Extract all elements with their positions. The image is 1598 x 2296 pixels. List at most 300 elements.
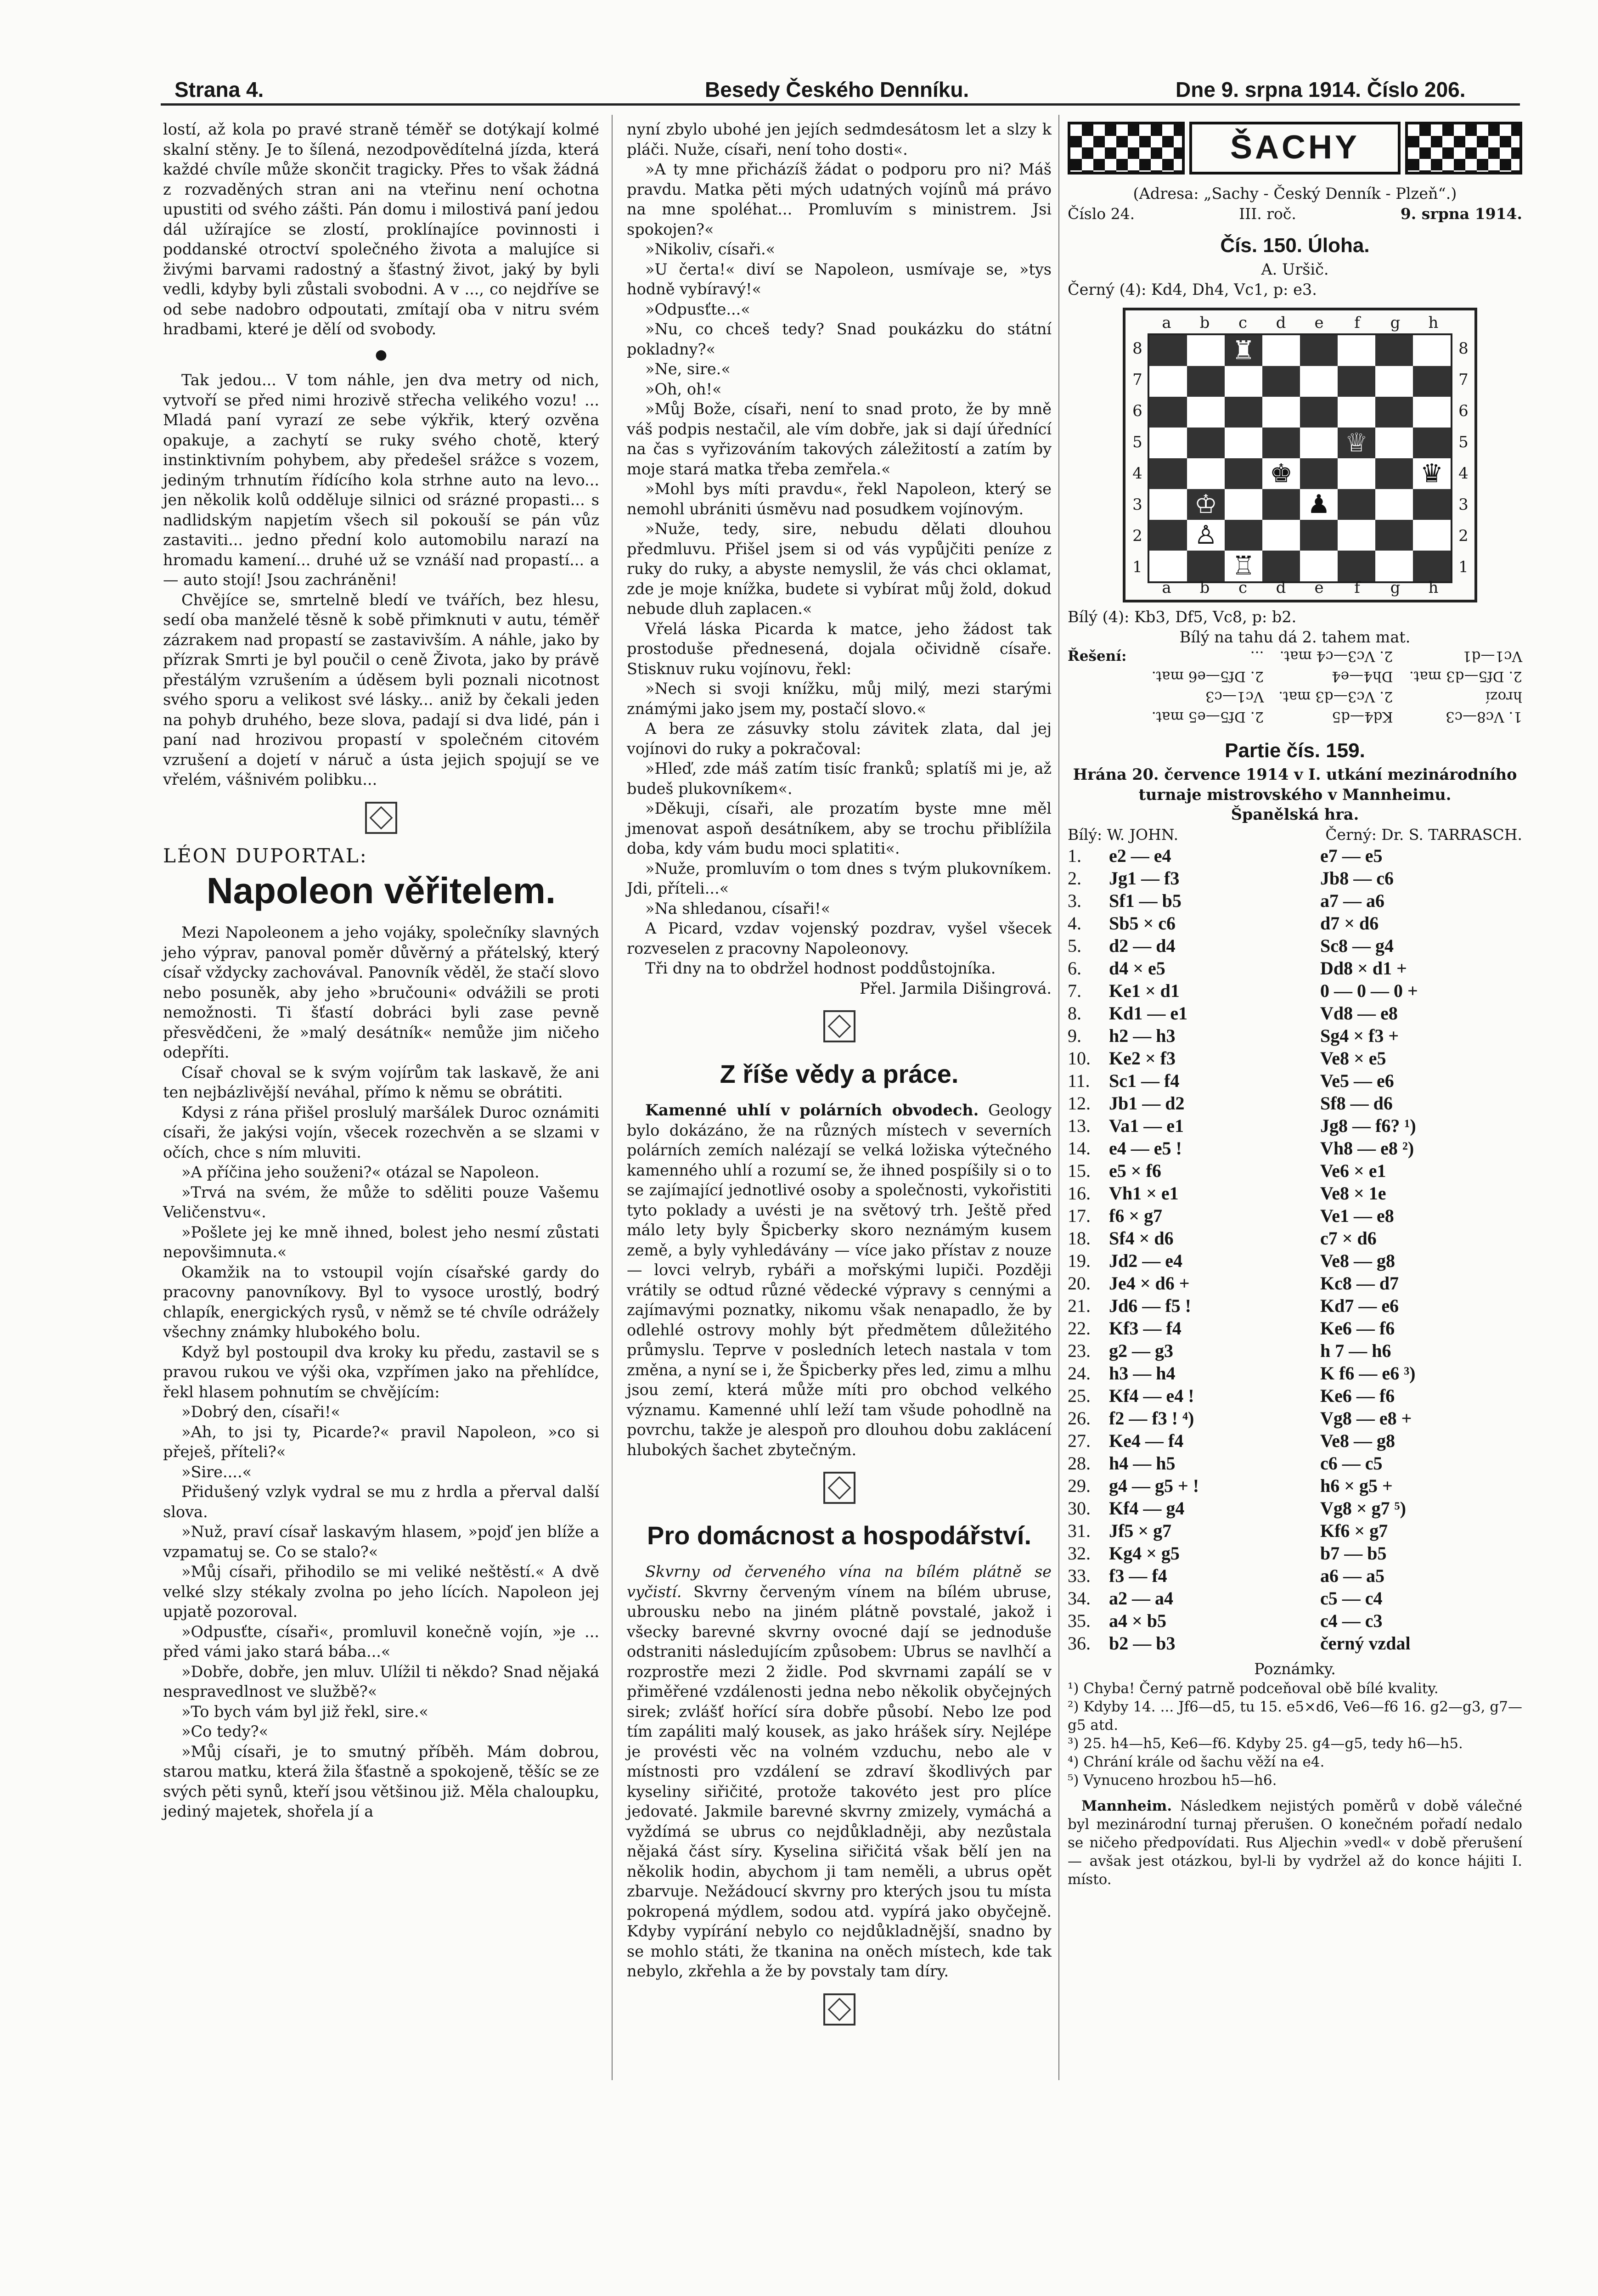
black-move: Sg4 × f3 +	[1320, 1025, 1399, 1046]
solution-move: ...	[1250, 648, 1264, 664]
board-square-a7	[1149, 366, 1187, 397]
chess-number: Číslo 24.	[1068, 204, 1135, 223]
issue-date: Dne 9. srpna 1914. Číslo 206.	[1176, 78, 1466, 101]
black-move: c4 — c3	[1320, 1610, 1383, 1631]
board-square-a1	[1149, 551, 1187, 581]
rank-label: 8	[1132, 339, 1142, 358]
white-move: h3 — h4	[1109, 1363, 1176, 1384]
article-paragraph: »Hleď, zde máš zatím tisíc franků; splatíš mi je, až budeš plukovníkem«.	[627, 760, 1052, 798]
white-move: Ke4 — f4	[1109, 1430, 1184, 1451]
article-paragraph: »Můj Bože, císaři, není to snad proto, že by mně váš podpis nestačil, ale vím dobře, jak si dají úřednící na čas s vyřizováním takových záležitostí a zatím by moje stará matka třeba zemřela.«	[627, 400, 1052, 478]
board-square-g8	[1375, 335, 1413, 366]
board-square-f2	[1338, 520, 1375, 551]
white-move: d4 × e5	[1109, 958, 1165, 979]
translator: Přel. Jarmila Dišingrová.	[860, 979, 1052, 997]
move-number: 1.	[1068, 845, 1081, 866]
rank-label: 1	[1132, 558, 1142, 577]
board-square-d8	[1262, 335, 1300, 366]
white-move: f2 — f3 ! ⁴)	[1109, 1408, 1194, 1429]
white-move: Kg4 × g5	[1109, 1543, 1180, 1564]
article-paragraph: Když byl postoupil dva kroky ku předu, zastavil se s pravou rukou ve výši oka, vzpřímen jako na přehlídce, řekl hlasem pohnutím se chvějícím:	[163, 1343, 599, 1401]
black-move: Vd8 — e8	[1320, 1003, 1398, 1024]
article-paragraph: Okamžik na to vstoupil vojín císařské gardy do pracovny panovníkovy. Byl to vysoce urostlý, bodrý chlapík, energických rysů, v němž se té chvíle odrážely všechny známky hlubokého bolu.	[163, 1263, 599, 1341]
article-paragraph: »Odpusťte, císaři«, promluvil konečně vojín, »je ... před vámi jako stará bába...«	[163, 1622, 599, 1660]
story-paragraph: lostí, až kola po pravé straně téměř se dotýkají kolmé skalní stěny. Je to šílená, nezodpovědítelná jízda, která každé chvíle může skončit tragicky. Přes to však žádná z rozvaděných stran ani na vteřinu není ochotna upustiti od svého zášti. Pán domu i milostivá paní jedou dál užírajíce se zlostí, proklínajíce povinnosti i poddanské otroctví společného života a malujíce si živými barvami radostný a šťastný život, jaký by byli vedli, kdyby byli zůstali svobodni. A v ..., co nejdříve se od sebe nadobro odpoutati, zmítají oba v nitru svém hradbami, které je dělí od svobody.	[163, 120, 599, 338]
opening-name: Španělská hra.	[1231, 805, 1359, 823]
move-number: 18.	[1068, 1228, 1091, 1249]
home-text: Skvrny červeným vínem na bílém ubruse, ubrousku nebo na jiném plátně povstalé, jakož i všecky barevné skvrny ovocné dají se jednoduše odstraniti následujícím způsobem: Ubrus se navlhčí a rozprostře mezi 2 židle. Pod skvrnami zapálí se v přiměřené vzdálenosti jedna nebo několik obyčejných sirek; zvlášť hořící síra dobře působí. Nebo lze pod tím zapáliti malý kousek, as jako hrášek síry. Nejlépe je provésti věc na volném vzduchu, nebo ale v místnosti pro vzdálení se zdraví škodlivých par kyseliny siřičité, protože takovéto jest pro plíce jedovaté. Jakmile barevné skvrny zmizely, vymáchá a vyždímá se ubrus co nejdůkladněji, aby nezůstala nějaká část síry. Kyselina siřičitá však bělí jen na několik hodin, abychom ji tam neměli, a ubrus opět zbarvuje. Nežádoucí skvrny pro kterých jsou tu místa pokropená mýdlem, sodou atd. vypírá jako obyčejně. Kdyby vypírání nebylo co nejdůkladnější, snadno by se mohlo státi, že tkanina na oněch místech, kde tak nebylo, zkřehla a že by povstaly tam díry.	[627, 1582, 1052, 1980]
move-number: 19.	[1068, 1250, 1091, 1271]
board-square-f5	[1338, 428, 1375, 458]
board-square-b8	[1187, 335, 1225, 366]
article-paragraph: »A příčina jeho souženi?« otázal se Napoleon.	[181, 1163, 540, 1181]
file-label: a	[1162, 314, 1171, 332]
black-pieces: Černý (4): Kd4, Dh4, Vc1, p: e3.	[1068, 280, 1317, 298]
black-move: Ke6 — f6	[1320, 1385, 1395, 1406]
black-move: Kd7 — e6	[1320, 1295, 1399, 1316]
page-header	[165, 69, 1515, 106]
black-move: Ve8 — g8	[1320, 1250, 1395, 1271]
board-square-e7	[1300, 366, 1338, 397]
article-paragraph: »Nikoliv, císaři.«	[645, 240, 776, 258]
chess-piece-icon: ♟	[1307, 489, 1331, 519]
rank-label: 6	[1132, 402, 1142, 421]
black-move: Vg8 × g7 ⁵)	[1320, 1498, 1406, 1519]
move-number: 2.	[1068, 868, 1081, 889]
section-separator-icon	[365, 802, 397, 834]
article-paragraph: Císař choval se k svým vojírům tak laskavě, že ani ten nejbázlivější neváhal, přímo k němu se obrátiti.	[163, 1063, 599, 1101]
board-square-e6	[1300, 397, 1338, 428]
black-move: Sc8 — g4	[1320, 935, 1394, 956]
rank-label: 7	[1132, 371, 1142, 389]
board-square-a8	[1149, 335, 1187, 366]
white-move: Sb5 × c6	[1109, 913, 1176, 934]
white-move: Kf4 — g4	[1109, 1498, 1185, 1519]
article-paragraph: nyní zbylo ubohé jen jejích sedmdesátosm let a slzy k pláči. Nuže, císaři, není toho dosti«.	[627, 120, 1052, 158]
solution-move: 2. Df5—e6 mat.	[1151, 668, 1264, 685]
article-paragraph: »Trvá na svém, že může to sděliti pouze Vašemu Veličenstvu«.	[163, 1183, 599, 1221]
problem-author: A. Uršič.	[1261, 260, 1329, 278]
board-square-g7	[1375, 366, 1413, 397]
board-square-g3	[1375, 489, 1413, 520]
article-paragraph: »Odpusťte...«	[645, 300, 750, 318]
black-move: černý vzdal	[1320, 1633, 1411, 1654]
black-move: Ve5 — e6	[1320, 1070, 1394, 1091]
file-label: g	[1390, 314, 1401, 332]
white-move: Jg1 — f3	[1109, 868, 1180, 889]
white-move: e5 × f6	[1109, 1160, 1161, 1181]
move-number: 29.	[1068, 1475, 1091, 1496]
note: ⁵) Vynuceno hrozbou h5—h6.	[1068, 1772, 1277, 1789]
solution-upside-down	[1137, 647, 1522, 726]
chess-piece-icon: ♖	[1232, 551, 1255, 581]
move-number: 12.	[1068, 1093, 1091, 1114]
game-title: Partie čís. 159.	[1225, 739, 1365, 762]
players-line	[1068, 825, 1522, 845]
file-label: c	[1238, 314, 1248, 332]
article-paragraph: »Děkuji, císaři, ale prozatím byste mne měl jmenovat aspoň desátníkem, aby se trochu přiblížila doba, kdy vám budu moci splatiti«.	[627, 799, 1052, 857]
move-number: 23.	[1068, 1340, 1091, 1361]
move-number: 21.	[1068, 1295, 1091, 1316]
article-paragraph: »Ne, sire.«	[645, 360, 731, 378]
white-move: Sf4 × d6	[1109, 1228, 1174, 1249]
black-move: a7 — a6	[1320, 890, 1384, 911]
white-move: Jb1 — d2	[1109, 1093, 1185, 1114]
game-notes	[1068, 1679, 1522, 1790]
column-divider	[612, 115, 613, 2080]
file-label: b	[1199, 314, 1210, 332]
move-number: 20.	[1068, 1273, 1091, 1294]
board-square-b7	[1187, 366, 1225, 397]
rank-labels-right	[1454, 333, 1473, 583]
black-move: Jb8 — c6	[1320, 868, 1394, 889]
article-paragraph: »Oh, oh!«	[645, 380, 722, 398]
black-move: h 7 — h6	[1320, 1340, 1391, 1361]
board-square-g1	[1375, 551, 1413, 581]
board-square-c2	[1225, 520, 1262, 551]
black-move: c6 — c5	[1320, 1453, 1383, 1474]
science-section-title: Z říše vědy a práce.	[720, 1059, 959, 1088]
rank-label: 8	[1458, 339, 1469, 358]
rank-label: 4	[1458, 464, 1469, 483]
black-move: Ve1 — e8	[1320, 1205, 1394, 1226]
board-square-d4	[1262, 458, 1300, 489]
black-move: Kf6 × g7	[1320, 1520, 1388, 1541]
article-paragraph: Vřelá láska Picarda k matce, jeho žádost tak prostoduše přednesená, dojala očividně císaře. Stisknuv ruku vojínovu, řekl:	[627, 619, 1052, 678]
solution-move: Dh4—e4	[1332, 668, 1393, 685]
section-separator-icon	[823, 1993, 855, 2026]
solution-block	[1068, 647, 1522, 726]
move-number: 34.	[1068, 1588, 1091, 1609]
note: ¹) Chyba! Černý patrně podceňoval obě bílé kvality.	[1068, 1680, 1439, 1697]
file-labels-bottom	[1148, 578, 1452, 598]
board-square-d2	[1262, 520, 1300, 551]
chess-board	[1148, 333, 1452, 583]
board-square-f8	[1338, 335, 1375, 366]
black-move: Kc8 — d7	[1320, 1273, 1399, 1294]
board-square-h4	[1413, 458, 1451, 489]
white-move: Sc1 — f4	[1109, 1070, 1180, 1091]
board-square-a6	[1149, 397, 1187, 428]
move-number: 17.	[1068, 1205, 1091, 1226]
black-move: Ve8 × e5	[1320, 1048, 1386, 1069]
black-move: Ve6 × e1	[1320, 1160, 1386, 1181]
board-square-g6	[1375, 397, 1413, 428]
chess-issue-line	[1068, 204, 1522, 224]
board-square-c1	[1225, 551, 1262, 581]
chess-date: 9. srpna 1914.	[1400, 204, 1522, 223]
notes-title: Poznámky.	[1254, 1660, 1336, 1678]
move-number: 7.	[1068, 980, 1081, 1001]
board-square-c4	[1225, 458, 1262, 489]
chess-piece-icon: ♚	[1269, 458, 1293, 489]
board-square-h3	[1413, 489, 1451, 520]
white-move: Kf4 — e4 !	[1109, 1385, 1194, 1406]
article-paragraph: »Nuže, tedy, sire, nebudu dělati dlouhou předmluvu. Přišel jsem si od vás vypůjčiti peníze z ruky do ruky, a abyste nemyslil, že vás chci oklamat, zde je moje knížka, budete si vybírat můj žold, dokud nebude dluh zaplacen.«	[627, 520, 1052, 618]
white-move: f6 × g7	[1109, 1205, 1163, 1226]
article-paragraph: Kdysi z rána přišel proslulý maršálek Duroc oznámiti císaři, že jakýsi vojín, všecek rozechvěn a se slzami v očích, chce s ním mluviti.	[163, 1103, 599, 1161]
game-info: Hrána 20. července 1914 v I. utkání mezinárodního turnaje mistrovského v Mannheimu.	[1073, 765, 1517, 804]
file-label: f	[1354, 578, 1360, 597]
board-square-f3	[1338, 489, 1375, 520]
board-square-e2	[1300, 520, 1338, 551]
board-square-c5	[1225, 428, 1262, 458]
file-label: e	[1314, 314, 1324, 332]
file-label: h	[1428, 578, 1439, 597]
board-square-h7	[1413, 366, 1451, 397]
file-label: e	[1314, 578, 1324, 597]
board-square-h8	[1413, 335, 1451, 366]
board-square-h1	[1413, 551, 1451, 581]
board-square-g2	[1375, 520, 1413, 551]
mannheim-text: Následkem nejistých poměrů v době válečné byl mezinárodní turnaj přerušen. O konečném pořadí nedalo se ničeho předpovídati. Rus Aljechin »vedl« v době přerušení — avšak jest otázkou, byl-li by vydržel až do konce hájiti I. místo.	[1068, 1797, 1522, 1888]
board-square-b4	[1187, 458, 1225, 489]
board-square-e1	[1300, 551, 1338, 581]
black-move: Dd8 × d1 +	[1320, 958, 1407, 979]
story-paragraph: Chvějíce se, smrtelně bledí ve tvářích, bez hlesu, sedí oba manželé těsně k sobě přimknuti v autu, téměř zázrakem nad propastí se zastavivším. A náhle, jako by přízrak Smrti je byl poučil o ceně Života, jako by právě přestálým vzrušením a úděsem byli poznali nicotnost svého sporu a velikost své lásky... aniž by čekali jeden na pohyb druhého, beze slova, padají si dva lidé, pán i paní nad hrozivou propastí v společném citovém vzrušení a dojetí v náruč a ústa jejich spojují se ve vřelém, vášnivém polibku...	[163, 591, 599, 788]
solution-move: Vc1—c3	[1205, 688, 1264, 705]
solution-move: hrozí	[1485, 688, 1522, 705]
board-square-d5	[1262, 428, 1300, 458]
board-square-b1	[1187, 551, 1225, 581]
note: ⁴) Chrání krále od šachu věží na e4.	[1068, 1753, 1325, 1770]
file-label: d	[1276, 314, 1286, 332]
move-number: 35.	[1068, 1610, 1091, 1631]
black-move: b7 — b5	[1320, 1543, 1387, 1564]
section-separator-icon	[823, 1010, 855, 1042]
page-number: Strana 4.	[174, 78, 264, 101]
file-label: d	[1276, 578, 1286, 597]
rank-label: 4	[1132, 464, 1142, 483]
white-move: g4 — g5 + !	[1109, 1475, 1199, 1496]
white-move: f3 — f4	[1109, 1565, 1167, 1586]
article-author: LÉON DUPORTAL:	[163, 844, 368, 867]
note: ³) 25. h4—h5, Ke6—f6. Kdyby 25. g4—g5, tedy h6—h5.	[1068, 1735, 1463, 1752]
chess-column	[1068, 119, 1522, 1889]
article-paragraph: »Nech si svoji knížku, můj milý, mezi starými známými jako jsem my, postačí slovo.«	[627, 680, 1052, 718]
article-paragraph: »Mohl bys míti pravdu«, řekl Napoleon, který se nemohl ubrániti úsměvu nad posudkem vojínovým.	[627, 480, 1052, 518]
move-number: 36.	[1068, 1633, 1091, 1654]
move-number: 27.	[1068, 1430, 1091, 1451]
article-paragraph: A Picard, vzdav vojenský pozdrav, vyšel všecek rozveselen z pracovny Napoleonovy.	[627, 919, 1052, 957]
board-square-e3	[1300, 489, 1338, 520]
white-move: Jd2 — e4	[1109, 1250, 1182, 1271]
chess-banner	[1068, 119, 1522, 179]
black-move: 0 — 0 — 0 +	[1320, 980, 1418, 1001]
rank-labels-left	[1128, 333, 1147, 583]
board-square-f1	[1338, 551, 1375, 581]
article-paragraph: »Můj císaři, je to smutný příběh. Mám dobrou, starou matku, která žila šťastně a spokojeně, těšíc se ze svých pěti synů, kteří jsou většinou již. Měla chaloupku, jediný majetek, shořela jí a	[163, 1742, 599, 1820]
chess-piece-icon: ♙	[1194, 520, 1218, 550]
article-paragraph: »Dobrý den, císaři!«	[181, 1403, 341, 1421]
move-number: 8.	[1068, 1003, 1081, 1024]
black-move: Ve8 × 1e	[1320, 1183, 1386, 1204]
article-paragraph: »Co tedy?«	[181, 1722, 269, 1740]
column-divider	[1058, 115, 1059, 2080]
board-square-h5	[1413, 428, 1451, 458]
article-paragraph: A bera ze zásuvky stolu závitek zlata, dal jej vojínovi do ruky a pokračoval:	[627, 720, 1052, 758]
board-square-f6	[1338, 397, 1375, 428]
rank-label: 5	[1132, 433, 1142, 452]
star-separator: ●	[375, 346, 388, 363]
file-label: f	[1354, 314, 1360, 332]
board-square-a2	[1149, 520, 1187, 551]
home-section-title: Pro domácnost a hospodářství.	[647, 1521, 1032, 1550]
white-move: Ke1 × d1	[1109, 980, 1180, 1001]
board-square-d1	[1262, 551, 1300, 581]
article-paragraph: »A ty mne přicházíš žádat o podporu pro ni? Máš pravdu. Matka pěti mých udatných vojínů má právo na mne spoléhat... Promluvím s ministrem. Jsi spokojen?«	[627, 160, 1052, 238]
white-move: a4 × b5	[1109, 1610, 1167, 1631]
black-move: Jg8 — f6? ¹)	[1320, 1115, 1416, 1136]
board-square-b2	[1187, 520, 1225, 551]
white-move: h2 — h3	[1109, 1025, 1176, 1046]
chess-address: (Adresa: „Sachy - Český Denník - Plzeň“.)	[1133, 185, 1457, 203]
white-move: d2 — d4	[1109, 935, 1176, 956]
board-square-e4	[1300, 458, 1338, 489]
article-paragraph: »Nuž, praví císař laskavým hlasem, »pojď jen blíže a vzpamatuj se. Co se stalo?«	[163, 1523, 599, 1561]
board-square-f4	[1338, 458, 1375, 489]
rank-label: 2	[1132, 527, 1142, 546]
board-square-g4	[1375, 458, 1413, 489]
black-move: d7 × d6	[1320, 913, 1379, 934]
move-number: 15.	[1068, 1160, 1091, 1181]
article-paragraph: »Můj císaři, přihodilo se mi veliké neštěstí.« A dvě velké slzy stékaly zvolna po jeho lících. Napoleon jej upjatě pozoroval.	[163, 1563, 599, 1621]
article-paragraph: »Ah, to jsi ty, Picarde?« pravil Napoleon, »co si přeješ, příteli?«	[163, 1423, 599, 1461]
file-label: c	[1238, 578, 1248, 597]
section-separator-icon	[823, 1472, 855, 1504]
board-square-e8	[1300, 335, 1338, 366]
white-move: Kd1 — e1	[1109, 1003, 1188, 1024]
article-paragraph: »Pošlete jej ke mně ihned, bolest jeho nesmí zůstati nepovšimnuta.«	[163, 1223, 599, 1261]
game-moves	[1068, 844, 1522, 1654]
black-move: e7 — e5	[1320, 845, 1383, 866]
white-move: a2 — a4	[1109, 1588, 1173, 1609]
solution-move: 2. Df5—d3 mat.	[1409, 668, 1522, 685]
black-move: Ve8 — g8	[1320, 1430, 1395, 1451]
checker-pattern-icon	[1405, 122, 1522, 174]
board-square-a5	[1149, 428, 1187, 458]
board-square-d3	[1262, 489, 1300, 520]
solution-move: Vc1—d1	[1462, 648, 1522, 664]
article-paragraph: »Nuže, promluvím o tom dnes s tvým plukovníkem. Jdi, příteli...«	[627, 859, 1052, 897]
stipulation: Bílý na tahu dá 2. tahem mat.	[1179, 628, 1411, 646]
move-number: 10.	[1068, 1048, 1091, 1069]
article-paragraph: »Na shledanou, císaři!«	[645, 899, 831, 917]
problem-title: Čís. 150. Úloha.	[1220, 234, 1370, 257]
file-label: a	[1162, 578, 1171, 597]
science-lead: Kamenné uhlí v polárních obvodech.	[645, 1101, 979, 1119]
black-move: c7 × d6	[1320, 1228, 1377, 1249]
chess-piece-icon: ♔	[1194, 489, 1218, 519]
board-square-b3	[1187, 489, 1225, 520]
column-2	[627, 119, 1052, 2037]
solution-move: 2. Df5—e5 mat.	[1151, 709, 1264, 725]
chess-banner-title: ŠACHY	[1189, 122, 1401, 174]
move-number: 26.	[1068, 1408, 1091, 1429]
move-number: 25.	[1068, 1385, 1091, 1406]
board-square-d7	[1262, 366, 1300, 397]
note: ²) Kdyby 14. ... Jf6—d5, tu 15. e5×d6, Ve6—f6 16. g2—g3, g7—g5 atd.	[1068, 1698, 1522, 1733]
header-rule	[161, 103, 1520, 106]
board-square-g5	[1375, 428, 1413, 458]
chess-diagram	[1123, 308, 1477, 602]
white-move: Je4 × d6 +	[1109, 1273, 1190, 1294]
article-paragraph: Přidušený vzlyk vydral se mu z hrdla a přerval další slova.	[163, 1483, 599, 1521]
rank-label: 3	[1458, 495, 1469, 514]
move-number: 28.	[1068, 1453, 1091, 1474]
checker-pattern-icon	[1068, 122, 1185, 174]
solution-move: Kd4—d5	[1332, 709, 1393, 725]
white-move: Vh1 × e1	[1109, 1183, 1179, 1204]
rank-label: 5	[1458, 433, 1469, 452]
file-label: h	[1428, 314, 1439, 332]
rank-label: 2	[1458, 527, 1469, 546]
board-square-e5	[1300, 428, 1338, 458]
black-move: h6 × g5 +	[1320, 1475, 1393, 1496]
board-square-d6	[1262, 397, 1300, 428]
white-pieces: Bílý (4): Kb3, Df5, Vc8, p: b2.	[1068, 608, 1297, 626]
solution-move: 1. Vc8—c3	[1446, 709, 1522, 725]
rank-label: 3	[1132, 495, 1142, 514]
move-number: 9.	[1068, 1025, 1081, 1046]
black-move: Vg8 — e8 +	[1320, 1408, 1412, 1429]
move-number: 6.	[1068, 958, 1081, 979]
white-move: Va1 — e1	[1109, 1115, 1184, 1136]
move-number: 13.	[1068, 1115, 1091, 1136]
board-square-h2	[1413, 520, 1451, 551]
board-square-c3	[1225, 489, 1262, 520]
black-move: a6 — a5	[1320, 1565, 1384, 1586]
home-lead: Skvrny od červeného vína na bílém plátně se vyčistí.	[627, 1563, 1052, 1601]
black-move: Ke6 — f6	[1320, 1318, 1395, 1339]
board-square-a3	[1149, 489, 1187, 520]
white-move: Jf5 × g7	[1109, 1520, 1172, 1541]
move-number: 4.	[1068, 913, 1081, 934]
board-square-b6	[1187, 397, 1225, 428]
move-number: 5.	[1068, 935, 1081, 956]
move-number: 30.	[1068, 1498, 1091, 1519]
move-number: 3.	[1068, 890, 1081, 911]
black-move: c5 — c4	[1320, 1588, 1383, 1609]
file-labels-top	[1148, 313, 1452, 333]
move-number: 24.	[1068, 1363, 1091, 1384]
board-square-c7	[1225, 366, 1262, 397]
article-paragraph: »Sire....«	[181, 1463, 252, 1481]
chess-piece-icon: ♜	[1232, 335, 1255, 366]
board-square-c6	[1225, 397, 1262, 428]
move-number: 16.	[1068, 1183, 1091, 1204]
white-move: Sf1 — b5	[1109, 890, 1182, 911]
solution-label: Řešení:	[1068, 648, 1127, 664]
move-number: 11.	[1068, 1070, 1090, 1091]
rank-label: 7	[1458, 371, 1469, 389]
move-number: 31.	[1068, 1520, 1091, 1541]
chess-piece-icon: ♕	[1345, 428, 1368, 458]
rank-label: 6	[1458, 402, 1469, 421]
article-paragraph: Mezi Napoleonem a jeho vojáky, společníky slavných jeho výprav, panoval poměr důvěrný a přátelský, který císař vždycky zachovával. Panovník věděl, že stačí slovo nebo posuněk, aby jeho »bručouni« odvážili se proti nemožnosti. Ti šťastí dobráci byli zase pevně přesvědčeni, že »malý desátník« nemůže jim ničeho odepříti.	[163, 923, 599, 1061]
black-move: K f6 — e6 ³)	[1320, 1363, 1416, 1384]
white-move: Jd6 — f5 !	[1109, 1295, 1191, 1316]
board-square-a4	[1149, 458, 1187, 489]
white-move: h4 — h5	[1109, 1453, 1176, 1474]
article-paragraph: »Nu, co chceš tedy? Snad poukázku do státní pokladny?«	[627, 320, 1052, 358]
mannheim-lead: Mannheim.	[1081, 1797, 1172, 1814]
article-paragraph: Tři dny na to obdržel hodnost poddůstojníka.	[645, 959, 996, 977]
chess-year: III. roč.	[1239, 204, 1296, 223]
article-paragraph: »U čerta!« diví se Napoleon, usmívaje se, »tys hodně vybíravý!«	[627, 260, 1052, 298]
file-label: b	[1199, 578, 1210, 597]
solution-move: 2. Vc3—c4 mat.	[1279, 648, 1393, 664]
